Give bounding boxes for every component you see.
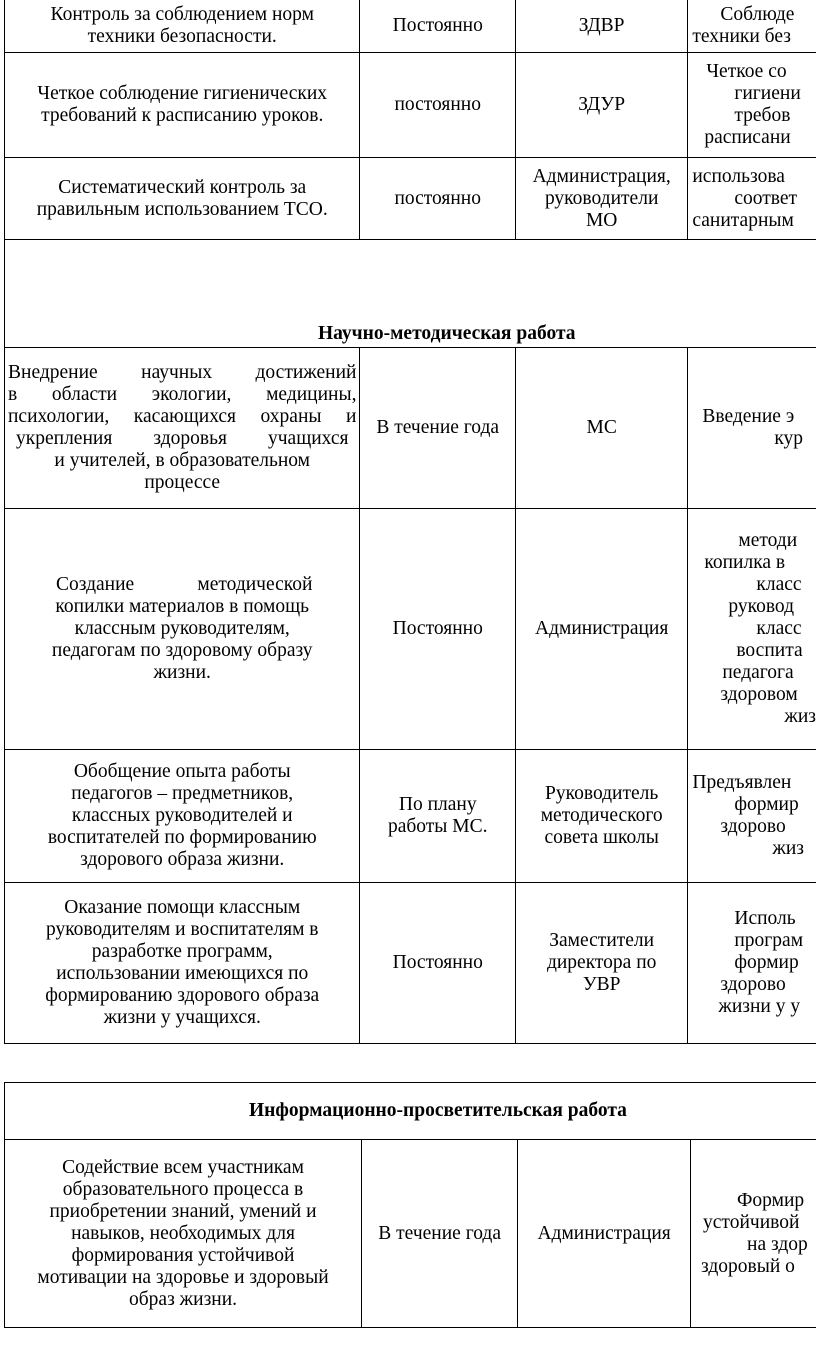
responsible-cell xyxy=(515,883,687,1044)
cell-line: МО xyxy=(585,209,618,231)
cell-line: класс xyxy=(756,618,802,639)
cell-line: копилка в xyxy=(704,552,786,573)
cell-line: Контроль за соблюдением норм xyxy=(50,3,314,25)
cell-line: здоровом xyxy=(720,684,798,705)
cell-line: формир xyxy=(734,794,799,815)
cell-line: требований к расписанию уроков. xyxy=(41,105,324,126)
cell-line: Четкое со xyxy=(706,61,787,82)
cell-line: педагога xyxy=(722,662,794,683)
cell-line: жиз xyxy=(772,838,804,859)
cell-line: педагогов – предметников, xyxy=(71,783,294,804)
cell-line: работы МС. xyxy=(387,816,488,837)
cell-line: Предъявлен xyxy=(692,772,792,793)
cell-line: использовании имеющихся по xyxy=(56,963,309,984)
cell-line: ЗДВР xyxy=(578,14,625,36)
table-row xyxy=(5,0,816,53)
cell-line: директора по xyxy=(546,952,657,973)
measure-cell xyxy=(5,750,360,883)
cell-line: здорового образа жизни. xyxy=(80,849,285,870)
cell-line: здорово xyxy=(720,816,786,837)
cell-line: формирования устойчивой xyxy=(71,1244,295,1266)
cell-line: жизни. xyxy=(153,662,211,683)
section-header-row xyxy=(5,240,816,348)
section-title xyxy=(5,1083,816,1140)
cell-line: правильным использованием ТСО. xyxy=(36,198,328,220)
cell-line: соответ xyxy=(734,187,798,209)
responsible-cell xyxy=(515,750,687,883)
result-cell xyxy=(691,1140,816,1328)
measure-cell xyxy=(5,883,360,1044)
cell-line: Руководитель xyxy=(545,783,659,804)
cell-line: классных руководителей и xyxy=(71,805,293,826)
result-cell xyxy=(688,750,816,883)
cell-line: Содействие всем участникам xyxy=(62,1156,304,1178)
section-header-row xyxy=(5,1083,816,1140)
cell-line: техники безопасности. xyxy=(87,25,277,47)
cell-line: устойчивой xyxy=(703,1211,800,1233)
cell-line: Оказание помощи классным xyxy=(64,897,301,918)
cell-line: расписани xyxy=(704,127,791,148)
cell-line: Введение э xyxy=(702,406,795,427)
plan-table-main xyxy=(4,0,816,1044)
cell-line: Четкое соблюдение гигиенических xyxy=(37,83,328,104)
cell-line: навыков, необходимых для xyxy=(71,1222,295,1244)
result-cell xyxy=(688,883,816,1044)
cell-line: Постоянно xyxy=(392,952,483,973)
table-row xyxy=(5,53,816,158)
cell-line: МС xyxy=(586,417,617,438)
cell-line: Постоянно xyxy=(392,618,483,639)
responsible-cell xyxy=(518,1140,691,1328)
cell-line: педагогам по здоровому образу xyxy=(51,640,313,661)
responsible-cell xyxy=(515,53,687,158)
table-row xyxy=(5,158,816,240)
table-row xyxy=(5,509,816,750)
cell-line: Администрация xyxy=(537,1222,671,1244)
result-cell xyxy=(688,0,816,53)
term-cell xyxy=(360,0,516,53)
cell-line: здорово xyxy=(720,974,786,995)
term-cell xyxy=(360,348,516,509)
term-cell xyxy=(360,883,516,1044)
cell-line: Формир xyxy=(737,1189,805,1211)
term-cell xyxy=(360,53,516,158)
table-row xyxy=(5,883,816,1044)
responsible-cell xyxy=(515,509,687,750)
cell-line: образ жизни. xyxy=(129,1288,238,1310)
cell-line: гигиени xyxy=(734,83,801,104)
cell-line: Создание методической xyxy=(56,574,313,595)
result-cell xyxy=(688,509,816,750)
responsible-cell xyxy=(515,348,687,509)
responsible-cell xyxy=(515,158,687,240)
cell-line: совета школы xyxy=(544,827,659,848)
cell-line: Постоянно xyxy=(392,14,483,36)
cell-line: руководители xyxy=(544,187,659,209)
cell-line: требов xyxy=(734,105,791,126)
cell-line: мотивации на здоровье и здоровый xyxy=(37,1266,329,1288)
cell-line: в области экологии, медицины, xyxy=(8,384,357,405)
cell-line: методического xyxy=(540,805,663,826)
cell-line: жиз xyxy=(784,706,816,727)
cell-line: копилки материалов в помощь xyxy=(55,596,310,617)
cell-line: образовательного процесса в xyxy=(62,1178,304,1200)
term-cell xyxy=(360,158,516,240)
cell-line: Соблюде xyxy=(720,3,795,25)
cell-line: кур xyxy=(774,428,804,449)
cell-line: разработке программ, xyxy=(91,941,273,962)
cell-line: руковод xyxy=(728,596,795,617)
cell-line: санитарным xyxy=(692,209,794,231)
cell-line: воспитателей по формированию xyxy=(47,827,317,848)
cell-line: и учителей, в образовательном xyxy=(54,450,311,471)
table-row xyxy=(5,1140,816,1328)
cell-line: приобретении знаний, умений и xyxy=(49,1200,317,1222)
cell-line: классным руководителям, xyxy=(74,618,290,639)
measure-cell xyxy=(5,158,360,240)
cell-line: УВР xyxy=(582,974,621,995)
cell-line: жизни у учащихся. xyxy=(103,1007,261,1028)
cell-line: воспита xyxy=(736,640,803,661)
cell-line: процессе xyxy=(144,472,221,493)
cell-line: Исполь xyxy=(734,908,796,929)
cell-line: формир xyxy=(734,952,799,973)
cell-line: Обобщение опыта работы xyxy=(73,761,291,782)
table-row xyxy=(5,750,816,883)
term-cell xyxy=(362,1140,518,1328)
plan-table-info xyxy=(4,1082,816,1328)
responsible-cell xyxy=(515,0,687,53)
measure-cell xyxy=(5,348,360,509)
measure-cell xyxy=(5,1140,362,1328)
term-cell xyxy=(360,509,516,750)
term-cell xyxy=(360,750,516,883)
cell-line: методи xyxy=(738,530,798,551)
cell-line: класс xyxy=(756,574,802,595)
cell-line: на здор xyxy=(747,1233,808,1255)
cell-line: жизни у у xyxy=(718,996,801,1017)
measure-cell xyxy=(5,53,360,158)
result-cell xyxy=(688,53,816,158)
cell-line: техники без xyxy=(692,25,791,47)
cell-line: руководителям и воспитателям в xyxy=(45,919,319,940)
cell-line: Внедрение научных достижений xyxy=(8,362,357,383)
table-row xyxy=(5,348,816,509)
cell-line: По плану xyxy=(398,794,477,815)
cell-line: В течение года xyxy=(378,1222,501,1244)
cell-line: В течение года xyxy=(376,417,500,438)
cell-line: здоровый о xyxy=(701,1255,795,1277)
cell-line: Заместители xyxy=(549,930,655,951)
cell-line: психологии, касающихся охраны и xyxy=(8,406,357,427)
measure-cell xyxy=(5,0,360,53)
section-title-text: Информационно-просветительская работа xyxy=(249,1100,627,1121)
result-cell xyxy=(688,158,816,240)
cell-line: укрепления здоровья учащихся xyxy=(16,428,349,449)
result-cell xyxy=(688,348,816,509)
cell-line: Администрация xyxy=(535,618,669,639)
cell-line: постоянно xyxy=(394,187,481,209)
cell-line: Систематический контроль за xyxy=(58,176,307,198)
section-title-text: Научно-методическая работа xyxy=(318,323,576,344)
cell-line: формированию здорового образа xyxy=(45,985,320,1006)
measure-cell xyxy=(5,509,360,750)
cell-line: програм xyxy=(734,930,804,951)
cell-line: использова xyxy=(692,165,785,187)
section-title xyxy=(5,240,816,348)
cell-line: Администрация, xyxy=(532,165,671,187)
cell-line: ЗДУР xyxy=(578,94,626,115)
cell-line: постоянно xyxy=(394,94,481,115)
